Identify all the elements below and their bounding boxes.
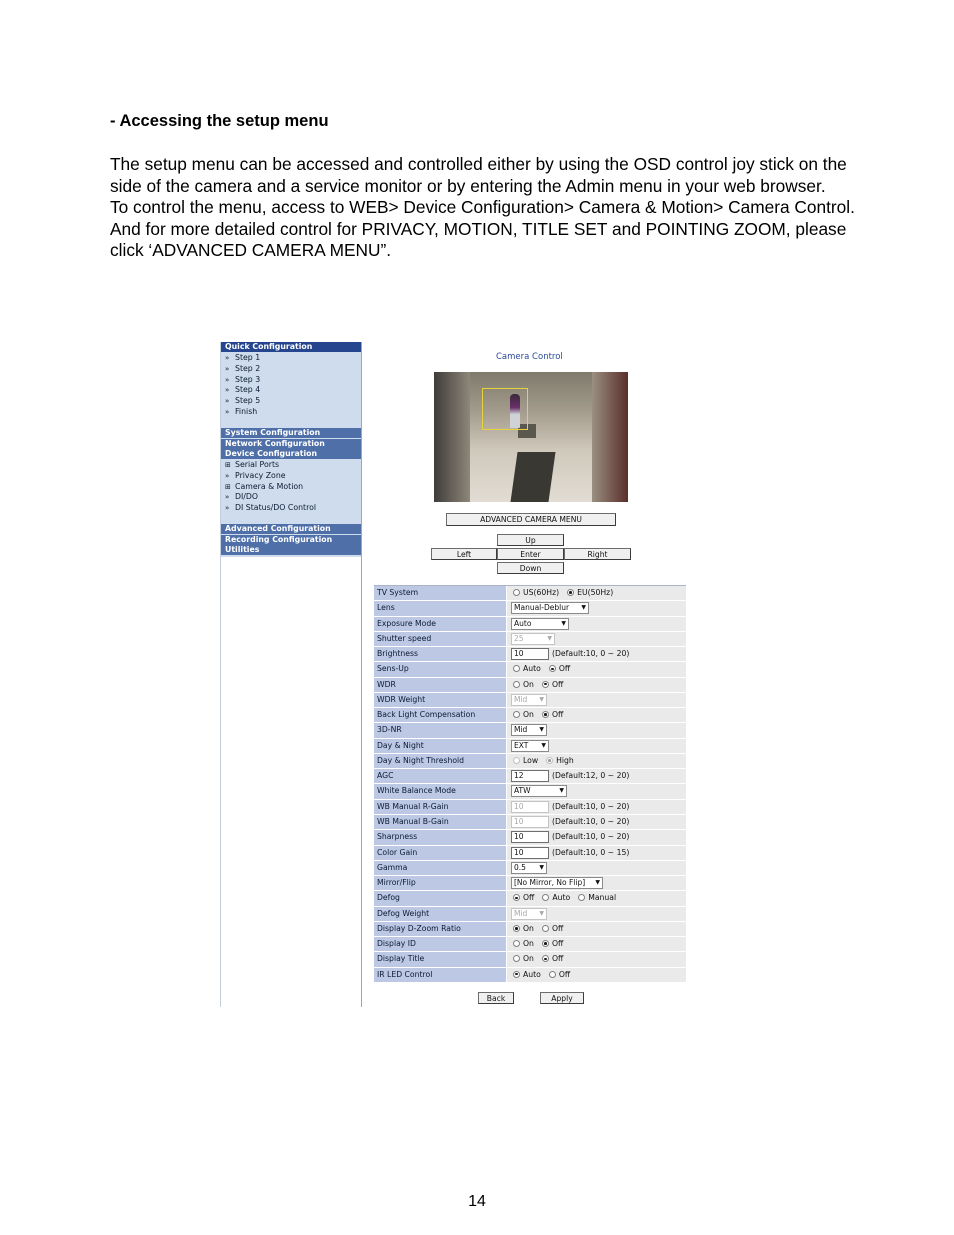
dropdown-arrow-icon: ▼ [541,741,546,749]
double-chevron-icon: » [225,375,230,384]
radio-label: Auto [523,969,541,979]
row-wb-manual-b-gain [374,815,686,830]
sidebar-item-label: Camera & Motion [235,481,304,491]
field-label: White Balance Mode [374,784,506,798]
row-day-night [374,739,686,754]
dzoom-off-radio[interactable] [542,925,549,932]
select-value: 25 [514,633,524,643]
sens-up-off-radio[interactable] [549,665,556,672]
dropdown-arrow-icon: ▼ [559,787,564,795]
field-control [507,601,686,615]
sidebar-item-label: Step 4 [235,385,261,394]
config-sidebar [220,342,362,1007]
page-number: 14 [468,1193,486,1210]
video-person [510,394,520,428]
3d-nr-select[interactable] [511,724,547,736]
row-defog-weight [374,907,686,922]
double-chevron-icon: » [225,364,230,373]
video-floor-tile [510,452,555,502]
paragraph-1: The setup menu can be accessed and controlled either by using the OSD control joy stick on the side of the camera and a service monitor or by entering the Admin menu in your web browser. [110,154,847,196]
display-title-on-radio[interactable] [513,955,520,962]
sidebar-item-step-2[interactable] [225,364,260,374]
dropdown-arrow-icon: ▼ [547,634,552,642]
sidebar-item-di-do[interactable] [225,492,258,502]
radio-label: Off [551,939,564,949]
field-control [507,586,686,600]
sidebar-system-configuration[interactable]: System Configuration [221,428,361,438]
field-control [507,754,686,768]
sidebar-item-label: DI/DO [235,492,259,501]
default-range-note: (Default:10, 0 ~ 20) [552,801,630,811]
page-title: Camera Control [496,352,563,362]
sidebar-item-step-3[interactable] [225,375,260,385]
ptz-left-button[interactable]: Left [431,548,497,560]
default-range-note: (Default:10, 0 ~ 20) [552,649,630,659]
field-label: Defog Weight [374,907,506,921]
select-value: Mid [514,725,528,735]
ptz-enter-button[interactable]: Enter [497,548,564,560]
apply-button[interactable]: Apply [540,992,584,1004]
radio-label: Low [523,755,539,765]
field-label: WDR Weight [374,693,506,707]
video-corridor-wall [434,372,470,502]
double-chevron-icon: » [225,471,230,480]
row-day-night-threshold [374,754,686,769]
select-value: Mid [514,908,528,918]
row-ir-led-control [374,968,686,983]
row-sens-up [374,662,686,677]
exposure-mode-select[interactable] [511,618,569,630]
radio-label: Off [523,893,535,903]
field-label: WB Manual R-Gain [374,800,506,814]
sidebar-network-configuration[interactable]: Network Configuration [221,439,361,449]
body-text [110,154,870,262]
field-label: Brightness [374,647,506,661]
select-value: [No Mirror, No Flip] [514,878,586,888]
row-lens [374,601,686,616]
field-control [507,937,686,951]
sidebar-quick-configuration[interactable]: Quick Configuration [221,342,361,352]
field-control [507,708,686,722]
field-control [507,846,686,860]
field-label: IR LED Control [374,968,506,982]
field-label: Shutter speed [374,632,506,646]
field-label: Sens-Up [374,662,506,676]
default-range-note: (Default:10, 0 ~ 20) [552,832,630,842]
field-label: Defog [374,891,506,905]
sidebar-item-serial-ports[interactable] [225,460,279,470]
radio-label: Auto [552,893,571,903]
display-id-on-radio[interactable] [513,940,520,947]
dn-threshold-low-radio[interactable] [513,757,520,764]
field-control [507,891,686,905]
field-label: Sharpness [374,830,506,844]
video-corridor-wall [592,372,628,502]
radio-label: On [523,710,534,720]
sidebar-item-label: Step 3 [235,374,261,384]
dropdown-arrow-icon: ▼ [539,726,544,734]
camera-control-screenshot [220,342,690,1007]
sidebar-item-privacy-zone[interactable] [225,471,286,481]
row-agc [374,769,686,784]
select-value: Manual-Deblur [514,603,570,613]
default-range-note: (Default:12, 0 ~ 20) [552,771,630,781]
radio-label: On [523,939,534,949]
lens-select[interactable] [511,602,589,614]
row-color-gain [374,846,686,861]
field-label: TV System [374,586,506,600]
mirror-flip-select[interactable] [511,877,603,889]
default-range-note: (Default:10, 0 ~ 15) [552,847,630,857]
double-chevron-icon: » [225,396,230,405]
wdr-on-radio[interactable] [513,681,520,688]
row-3d-nr [374,723,686,738]
section-heading: - Accessing the setup menu [110,112,329,130]
row-display-d-zoom-ratio [374,922,686,937]
radio-label: Off [551,679,564,689]
dropdown-arrow-icon: ▼ [539,695,544,703]
field-label: Exposure Mode [374,617,506,631]
sidebar-item-finish[interactable] [225,407,257,417]
wb-b-gain-input[interactable]: 10 [511,816,549,828]
camera-settings-form [374,585,686,983]
ptz-right-button[interactable]: Right [564,548,631,560]
field-label: WDR [374,678,506,692]
double-chevron-icon: » [225,386,230,394]
row-wb-manual-r-gain [374,800,686,815]
double-chevron-icon: » [225,503,230,512]
field-control [507,784,686,798]
field-control [507,861,686,875]
sidebar-item-di-status-do-control[interactable] [225,503,316,513]
sidebar-item-step-1[interactable] [225,353,260,363]
sidebar-recording-configuration[interactable]: Recording Configuration [221,535,361,545]
shutter-speed-select[interactable] [511,633,555,645]
blc-off-radio[interactable] [542,711,549,718]
select-value: ATW [514,786,531,796]
dropdown-arrow-icon: ▼ [539,909,544,917]
select-value: EXT [514,740,529,750]
tv-system-us-radio[interactable] [513,589,520,596]
radio-label: US(60Hz) [523,588,560,597]
dropdown-arrow-icon: ▼ [539,863,544,871]
field-control [507,662,686,676]
field-control [507,922,686,936]
sens-up-auto-radio[interactable] [513,665,520,672]
field-label: AGC [374,769,506,783]
radio-label: Manual [588,893,617,903]
row-back-light-compensation [374,708,686,723]
field-label: 3D-NR [374,723,506,737]
row-exposure-mode [374,617,686,632]
field-control [507,647,686,661]
ptz-down-button[interactable]: Down [497,562,564,574]
field-label: Back Light Compensation [374,708,506,722]
sharpness-input[interactable]: 10 [511,831,549,843]
field-label: WB Manual B-Gain [374,815,506,829]
brightness-input[interactable]: 10 [511,648,549,660]
day-night-select[interactable] [511,740,549,752]
wdr-weight-select[interactable] [511,694,547,706]
field-label: Day & Night [374,739,506,753]
radio-label: EU(50Hz) [577,588,614,597]
field-control [507,800,686,814]
advanced-camera-menu-button[interactable]: ADVANCED CAMERA MENU [446,513,616,526]
sidebar-item-label: Serial Ports [235,460,280,469]
ptz-up-button[interactable]: Up [497,534,564,546]
display-title-off-radio[interactable] [542,955,549,962]
radio-label: Off [551,710,564,720]
double-chevron-icon: » [225,493,230,501]
field-control [507,769,686,783]
radio-label: Off [558,664,571,674]
expand-icon: ⊞ [225,461,231,469]
row-tv-system [374,586,686,601]
row-wdr-weight [374,693,686,708]
field-control [507,876,686,890]
field-label: Mirror/Flip [374,876,506,890]
white-balance-select[interactable] [511,785,567,797]
gamma-select[interactable] [511,862,547,874]
wdr-off-radio[interactable] [542,681,549,688]
radio-label: On [523,954,534,964]
select-value: 0.5 [514,862,526,872]
row-gamma [374,861,686,876]
radio-label: High [556,755,574,765]
row-display-title [374,952,686,967]
sidebar-advanced-configuration[interactable]: Advanced Configuration [221,524,361,534]
radio-label: Off [558,969,571,979]
defog-off-radio[interactable] [513,894,520,901]
default-range-note: (Default:10, 0 ~ 20) [552,816,630,826]
ir-led-auto-radio[interactable] [513,971,520,978]
field-label: Gamma [374,861,506,875]
row-shutter-speed [374,632,686,647]
field-label: Day & Night Threshold [374,754,506,768]
row-defog [374,891,686,906]
double-chevron-icon: » [225,407,230,416]
sidebar-item-step-5[interactable] [225,396,260,406]
field-control [507,907,686,921]
radio-label: On [523,923,534,933]
camera-live-view [434,372,628,502]
sidebar-item-label: Step 1 [235,353,261,362]
sidebar-device-configuration[interactable]: Device Configuration [221,449,361,459]
select-value: Mid [514,694,528,704]
agc-input[interactable]: 12 [511,770,549,782]
field-control [507,723,686,737]
row-sharpness [374,830,686,845]
row-white-balance-mode [374,784,686,799]
field-label: Display ID [374,937,506,951]
wb-r-gain-input[interactable]: 10 [511,801,549,813]
back-button[interactable]: Back [478,992,514,1004]
field-control [507,815,686,829]
tv-system-eu-radio[interactable] [567,589,574,596]
field-control [507,632,686,646]
field-control [507,617,686,631]
sidebar-item-camera-motion[interactable] [225,482,303,492]
motion-detection-box [482,388,528,430]
row-display-id [374,937,686,952]
sidebar-item-label: Finish [235,406,258,416]
field-control [507,968,686,982]
field-control [507,830,686,844]
dn-threshold-high-radio[interactable] [546,757,553,764]
dropdown-arrow-icon: ▼ [595,879,600,887]
dropdown-arrow-icon: ▼ [581,604,586,612]
display-id-off-radio[interactable] [542,940,549,947]
dzoom-on-radio[interactable] [513,925,520,932]
sidebar-item-step-4[interactable] [225,385,260,395]
paragraph-2: To control the menu, access to WEB> Device Configuration> Camera & Motion> Camera Control. [110,197,855,217]
field-label: Display Title [374,952,506,966]
row-mirror-flip [374,876,686,891]
field-control [507,952,686,966]
field-control [507,678,686,692]
defog-auto-radio[interactable] [542,894,549,901]
color-gain-input[interactable]: 10 [511,847,549,859]
radio-label: Off [551,923,564,933]
sidebar-item-label: Privacy Zone [235,470,286,480]
dropdown-arrow-icon: ▼ [561,619,566,627]
defog-weight-select[interactable] [511,908,547,920]
expand-icon: ⊞ [225,482,231,491]
field-label: Lens [374,601,506,615]
field-label: Color Gain [374,846,506,860]
defog-manual-radio[interactable] [578,894,585,901]
sidebar-utilities[interactable]: Utilities [221,545,361,555]
field-control [507,693,686,707]
radio-label: On [523,679,534,689]
double-chevron-icon: » [225,354,230,362]
blc-on-radio[interactable] [513,711,520,718]
paragraph-3: And for more detailed control for PRIVACY, MOTION, TITLE SET and POINTING ZOOM, please click ‘ADVANCED CAMERA MENU”. [110,218,847,260]
sidebar-item-label: Step 5 [235,395,261,405]
sidebar-item-label: Step 2 [235,363,261,373]
select-value: Auto [514,618,532,628]
row-wdr [374,678,686,693]
radio-label: Off [551,954,564,964]
field-label: Display D-Zoom Ratio [374,922,506,936]
row-brightness [374,647,686,662]
radio-label: Auto [523,664,541,674]
field-control [507,739,686,753]
sidebar-item-label: DI Status/DO Control [235,502,317,512]
ir-led-off-radio[interactable] [549,971,556,978]
